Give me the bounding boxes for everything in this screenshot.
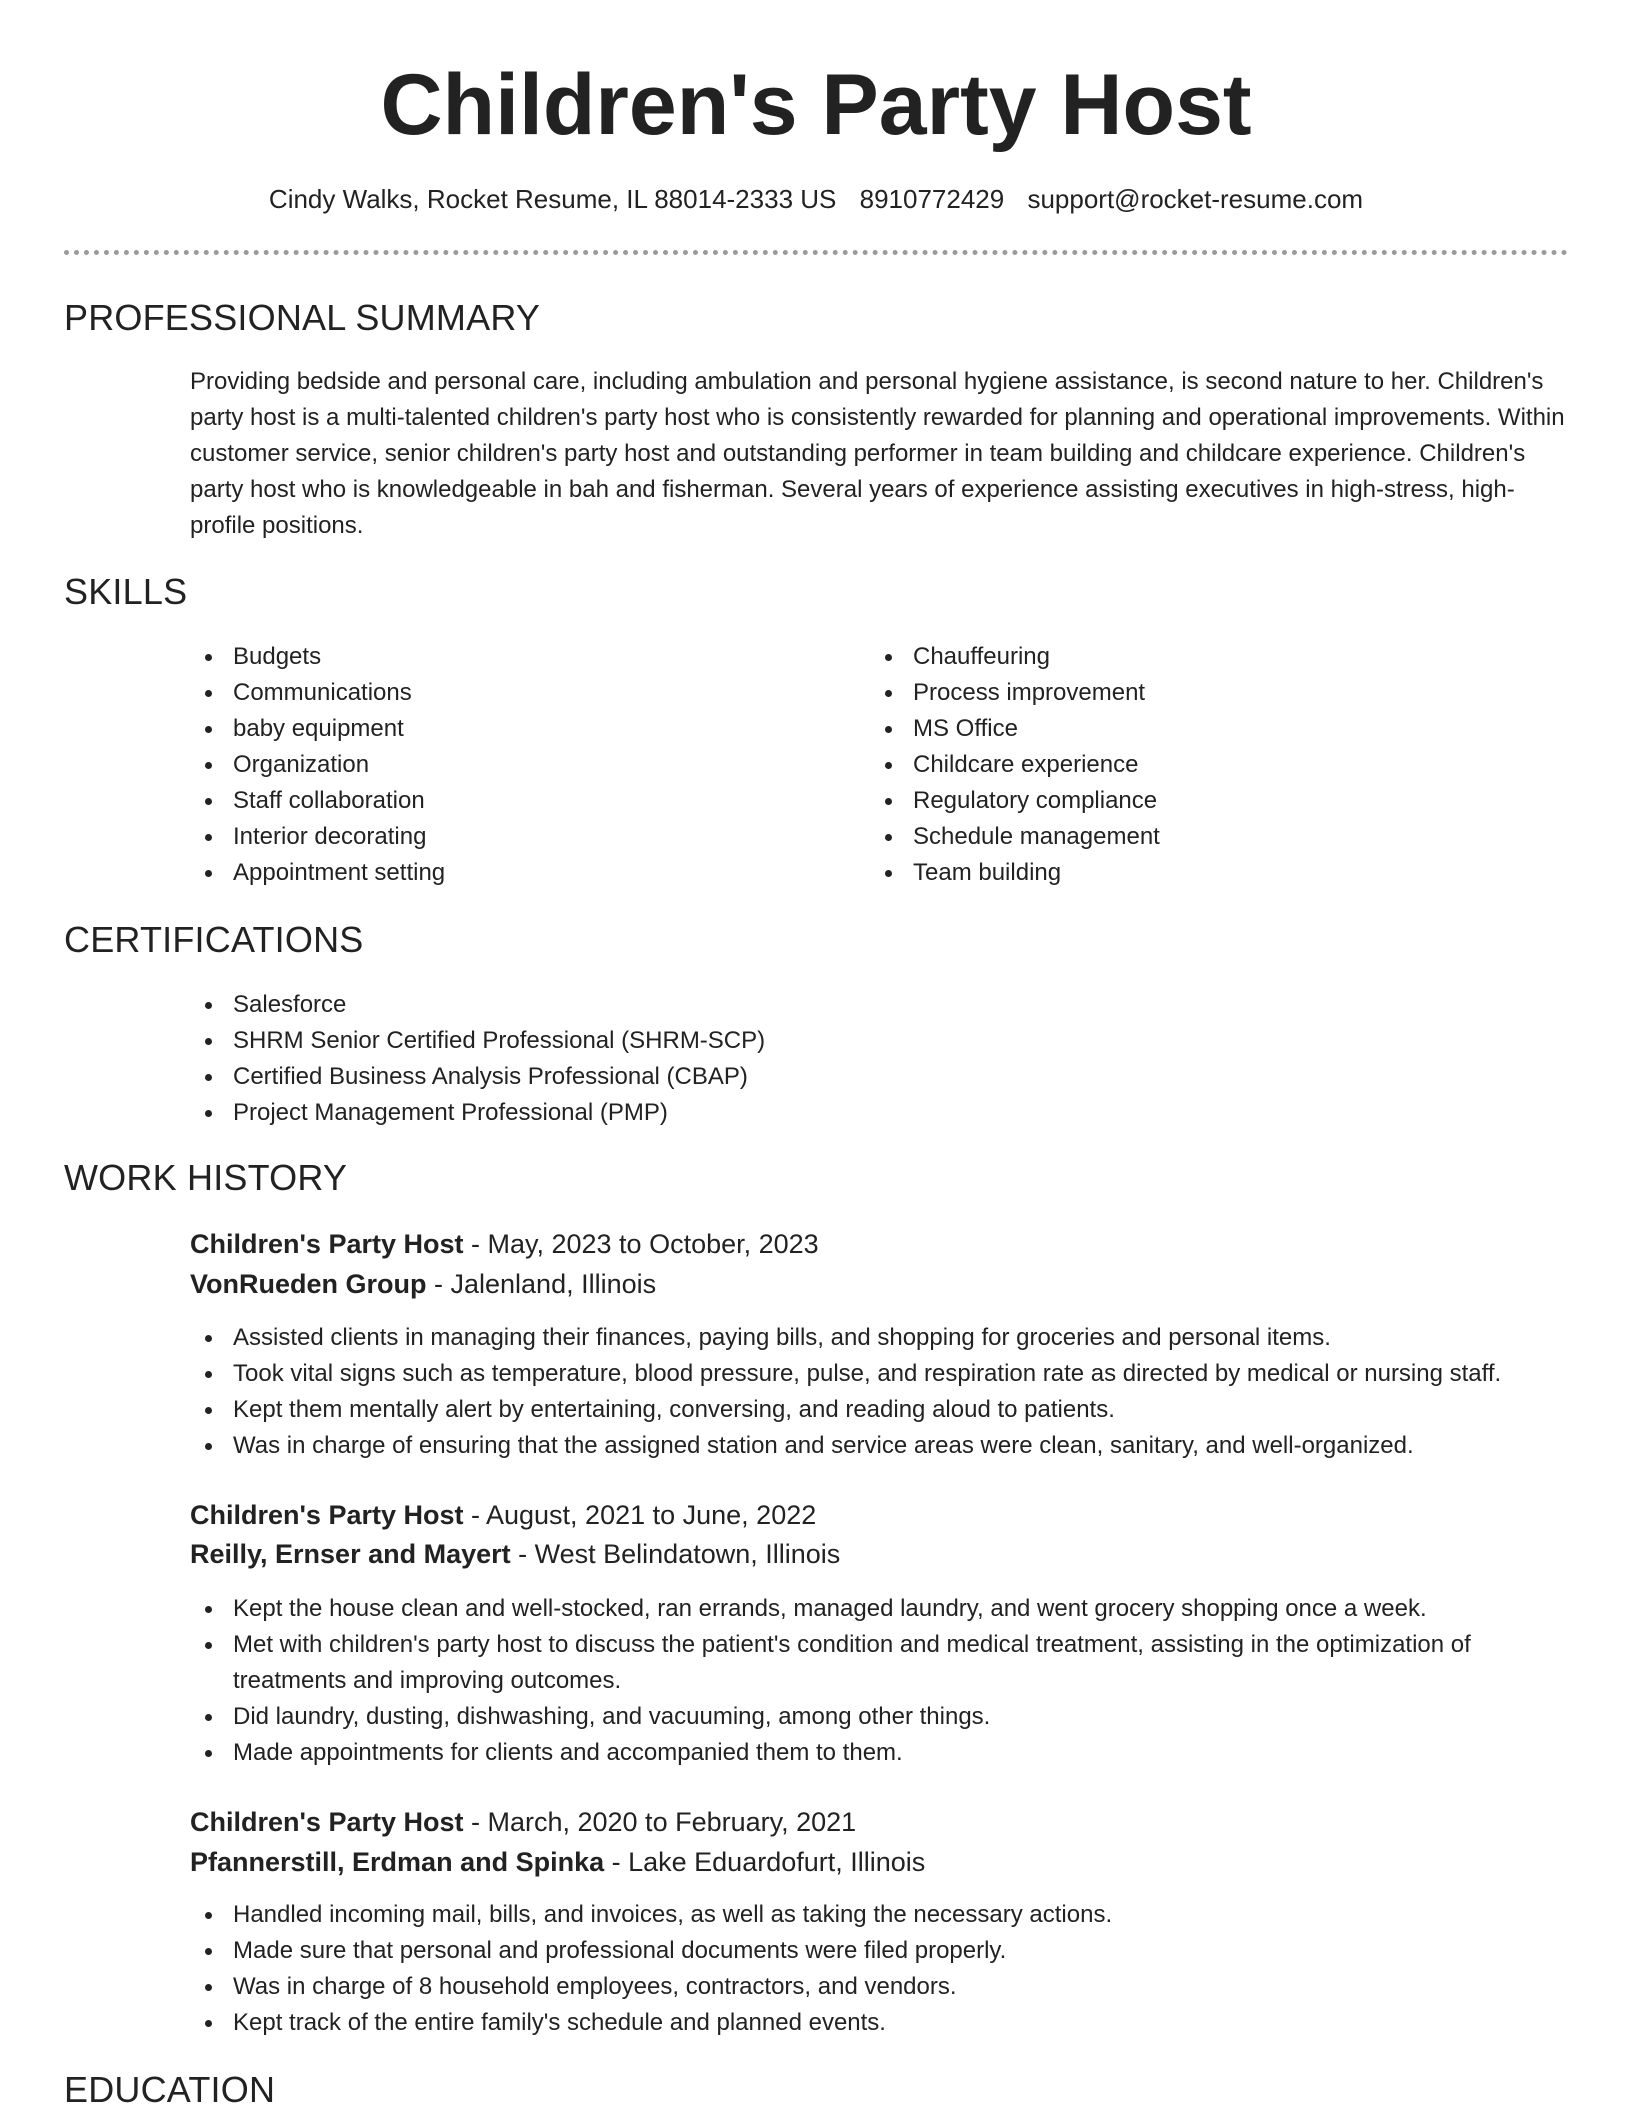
certification-item: Project Management Professional (PMP)	[190, 1095, 1490, 1131]
skill-item: Process improvement	[870, 675, 1510, 711]
certifications-heading: CERTIFICATIONS	[64, 919, 364, 960]
job-title: Children's Party Host	[190, 1500, 464, 1530]
job-duty: Kept them mentally alert by entertaining, conversing, and reading aloud to patients.	[190, 1392, 1580, 1428]
job-duties-list	[190, 1591, 1580, 1771]
contact-email: support@rocket-resume.com	[1027, 184, 1364, 214]
job-duty: Was in charge of ensuring that the assigned station and service areas were clean, sanitary, and well-organized.	[190, 1428, 1580, 1464]
job-dates: - May, 2023 to October, 2023	[463, 1229, 819, 1259]
job-duty: Kept track of the entire family's schedule and planned events.	[190, 2005, 1580, 2041]
job-dates: - August, 2021 to June, 2022	[463, 1500, 817, 1530]
job-title-line	[190, 1496, 816, 1534]
job-location: - Lake Eduardofurt, Illinois	[604, 1847, 926, 1877]
job-company: Reilly, Ernser and Mayert	[190, 1539, 511, 1569]
skill-item: Organization	[190, 747, 830, 783]
contact-line	[0, 180, 1632, 218]
certification-item: Certified Business Analysis Professional (CBAP)	[190, 1059, 1490, 1095]
job-duty: Took vital signs such as temperature, blood pressure, pulse, and respiration rate as directed by medical or nursing staff.	[190, 1356, 1580, 1392]
skills-list-left	[190, 639, 830, 891]
job-duty: Kept the house clean and well-stocked, ran errands, managed laundry, and went grocery shopping once a week.	[190, 1591, 1580, 1627]
job-company-line	[190, 1265, 656, 1303]
job-company: Pfannerstill, Erdman and Spinka	[190, 1847, 605, 1877]
skill-item: Communications	[190, 675, 830, 711]
skill-item: baby equipment	[190, 711, 830, 747]
skill-item: Regulatory compliance	[870, 783, 1510, 819]
contact-phone: 8910772429	[859, 184, 1005, 214]
certifications-list	[190, 987, 1490, 1131]
job-duties-list	[190, 1320, 1580, 1464]
skill-item: Schedule management	[870, 819, 1510, 855]
job-duty: Did laundry, dusting, dishwashing, and vacuuming, among other things.	[190, 1699, 1580, 1735]
contact-address: Cindy Walks, Rocket Resume, IL 88014-2333 US	[268, 184, 837, 214]
job-duty: Met with children's party host to discuss the patient's condition and medical treatment, assisting in the optimization of treatments and improving outcomes.	[190, 1627, 1580, 1699]
skill-item: Staff collaboration	[190, 783, 830, 819]
skill-item: MS Office	[870, 711, 1510, 747]
job-location: - Jalenland, Illinois	[426, 1269, 657, 1299]
job-duty: Was in charge of 8 household employees, contractors, and vendors.	[190, 1969, 1580, 2005]
job-company: VonRueden Group	[190, 1269, 427, 1299]
skill-item: Budgets	[190, 639, 830, 675]
education-heading: EDUCATION	[64, 2069, 276, 2110]
job-company-line	[190, 1535, 840, 1573]
skill-item: Childcare experience	[870, 747, 1510, 783]
job-duty: Made appointments for clients and accompanied them to them.	[190, 1735, 1580, 1771]
job-title: Children's Party Host	[190, 1229, 464, 1259]
skills-list-right	[870, 639, 1510, 891]
certification-item: SHRM Senior Certified Professional (SHRM-SCP)	[190, 1023, 1490, 1059]
certification-item: Salesforce	[190, 987, 1490, 1023]
job-title-line	[190, 1803, 856, 1841]
job-duties-list	[190, 1897, 1580, 2041]
summary-heading: PROFESSIONAL SUMMARY	[64, 297, 541, 338]
work-history-heading: WORK HISTORY	[64, 1157, 348, 1198]
resume-title: Children's Party Host	[380, 57, 1252, 153]
job-title-line	[190, 1225, 819, 1263]
job-dates: - March, 2020 to February, 2021	[463, 1807, 857, 1837]
skill-item: Appointment setting	[190, 855, 830, 891]
header-divider	[64, 250, 1568, 255]
summary-text: Providing bedside and personal care, including ambulation and personal hygiene assistance, is second nature to her. Children's party host is a multi-talented children's party host who is consistently rewarded for planning and operational improvements. Within customer service, senior children's party host and outstanding performer in team building and childcare experience. Children's party host who is knowledgeable in bah and fisherman. Several years of experience assisting executives in high-stress, high-profile positions.	[190, 368, 1565, 539]
job-location: - West Belindatown, Illinois	[510, 1539, 841, 1569]
job-company-line	[190, 1843, 925, 1881]
job-duty: Handled incoming mail, bills, and invoices, as well as taking the necessary actions.	[190, 1897, 1580, 1933]
skills-heading: SKILLS	[64, 571, 188, 612]
skill-item: Team building	[870, 855, 1510, 891]
skill-item: Interior decorating	[190, 819, 830, 855]
job-title: Children's Party Host	[190, 1807, 464, 1837]
job-duty: Assisted clients in managing their finances, paying bills, and shopping for groceries and personal items.	[190, 1320, 1580, 1356]
job-duty: Made sure that personal and professional documents were filed properly.	[190, 1933, 1580, 1969]
skill-item: Chauffeuring	[870, 639, 1510, 675]
